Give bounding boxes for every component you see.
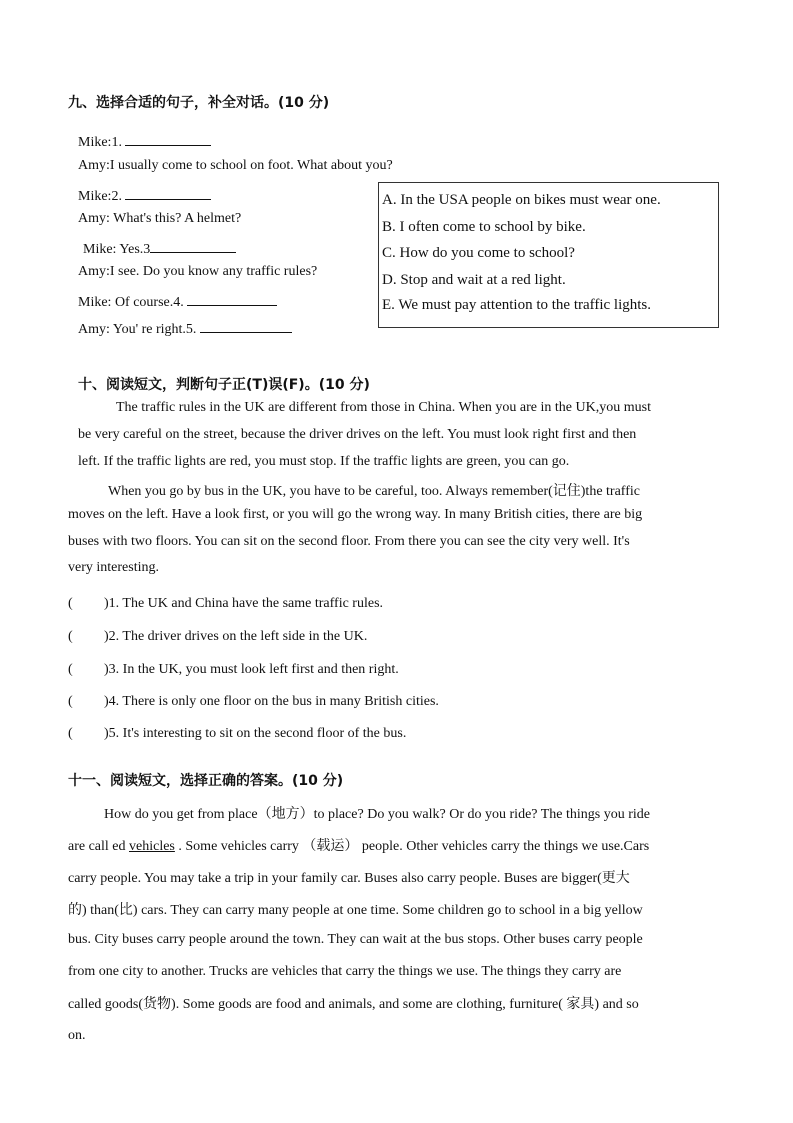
answer-paren-2[interactable]: (	[68, 629, 73, 644]
option-d: D. Stop and wait at a red light.	[382, 272, 566, 288]
passage-line: called goods(货物). Some goods are food and animals, and some are clothing, furniture( 家具) and so	[68, 997, 639, 1012]
dialogue-text: Amy:I see. Do you know any traffic rules?	[78, 264, 318, 279]
section11-heading: 十一、阅读短文，选择正确的答案。(10 分)	[68, 773, 344, 789]
option-b: B. I often come to school by bike.	[382, 219, 586, 235]
dialogue-text: Mike:2.	[78, 189, 122, 204]
dialogue-line-6	[78, 264, 317, 280]
passage-line: be very careful on the street, because the driver drives on the left. You must look right first and then	[78, 427, 637, 442]
answer-blank-4[interactable]	[187, 291, 277, 306]
dialogue-line-5	[83, 238, 236, 258]
answer-blank-3[interactable]	[150, 238, 236, 253]
judge-question-3: ( )3. In the UK, you must look left first and then right.	[68, 662, 399, 677]
option-c: C. How do you come to school?	[382, 245, 575, 261]
section9-heading: 九、选择合适的句子，补全对话。(10 分)	[68, 95, 330, 111]
passage-line: very interesting.	[68, 560, 159, 575]
judge-question-4: ( )4. There is only one floor on the bus in many British cities.	[68, 694, 439, 709]
section10-heading: 十、阅读短文，判断句子正(T)误(F)。(10 分)	[78, 377, 370, 393]
dialogue-line-1	[78, 131, 211, 151]
dialogue-line-7	[78, 291, 277, 311]
judge-question-2: ( )2. The driver drives on the left side in the UK.	[68, 629, 368, 644]
passage-line: 的) than(比) cars. They can carry many people at one time. Some children go to school in a big yellow	[68, 903, 643, 918]
judge-question-5: ( )5. It's interesting to sit on the second floor of the bus.	[68, 726, 407, 741]
dialogue-line-2	[78, 158, 393, 174]
answer-paren-4[interactable]: (	[68, 694, 73, 709]
passage-line: moves on the left. Have a look first, or you will go the wrong way. In many British cities, there are big	[68, 507, 643, 522]
passage-line: are call ed vehicles . Some vehicles carry （载运） people. Other vehicles carry the things we use.Cars	[68, 839, 650, 854]
option-a: A. In the USA people on bikes must wear one.	[382, 192, 661, 208]
passage-line: from one city to another. Trucks are vehicles that carry the things we use. The things they carry are	[68, 964, 622, 979]
judge-question-1: ( )1. The UK and China have the same traffic rules.	[68, 596, 384, 611]
answer-paren-5[interactable]: (	[68, 726, 73, 741]
passage-line: How do you get from place（地方）to place? Do you walk? Or do you ride? The things you ride	[104, 807, 650, 822]
passage-line: buses with two floors. You can sit on the second floor. From there you can see the city very well. It's	[68, 534, 630, 549]
answer-blank-2[interactable]	[125, 185, 211, 200]
dialogue-text: Amy: You' re right.5.	[78, 322, 197, 337]
dialogue-line-8	[78, 318, 292, 338]
passage-line: carry people. You may take a trip in your family car. Buses also carry people. Buses are bigger(更大	[68, 871, 630, 886]
passage-line: left. If the traffic lights are red, you must stop. If the traffic lights are green, you can go.	[78, 454, 570, 469]
dialogue-text: Mike: Of course.4.	[78, 295, 184, 310]
dialogue-line-4	[78, 211, 241, 227]
answer-paren-1[interactable]: (	[68, 596, 73, 611]
dialogue-text: Mike: Yes.3	[83, 242, 151, 257]
dialogue-text: Amy: What's this? A helmet?	[78, 211, 242, 226]
dialogue-line-3	[78, 185, 211, 205]
passage-line: bus. City buses carry people around the town. They can wait at the bus stops. Other buses carry people	[68, 932, 643, 947]
passage-line: The traffic rules in the UK are different from those in China. When you are in the UK,you must	[116, 400, 651, 415]
dialogue-text: Amy:I usually come to school on foot. What about you?	[78, 158, 393, 173]
option-e: E. We must pay attention to the traffic lights.	[382, 297, 652, 313]
answer-paren-3[interactable]: (	[68, 662, 73, 677]
passage-line: When you go by bus in the UK, you have to be careful, too. Always remember(记住)the traffic	[108, 484, 640, 499]
dialogue-text: Mike:1.	[78, 135, 122, 150]
options-box	[378, 182, 719, 328]
answer-blank-5[interactable]	[200, 318, 292, 333]
underlined-word: vehicles	[129, 839, 175, 854]
passage-line: on.	[68, 1028, 86, 1043]
answer-blank-1[interactable]	[125, 131, 211, 146]
